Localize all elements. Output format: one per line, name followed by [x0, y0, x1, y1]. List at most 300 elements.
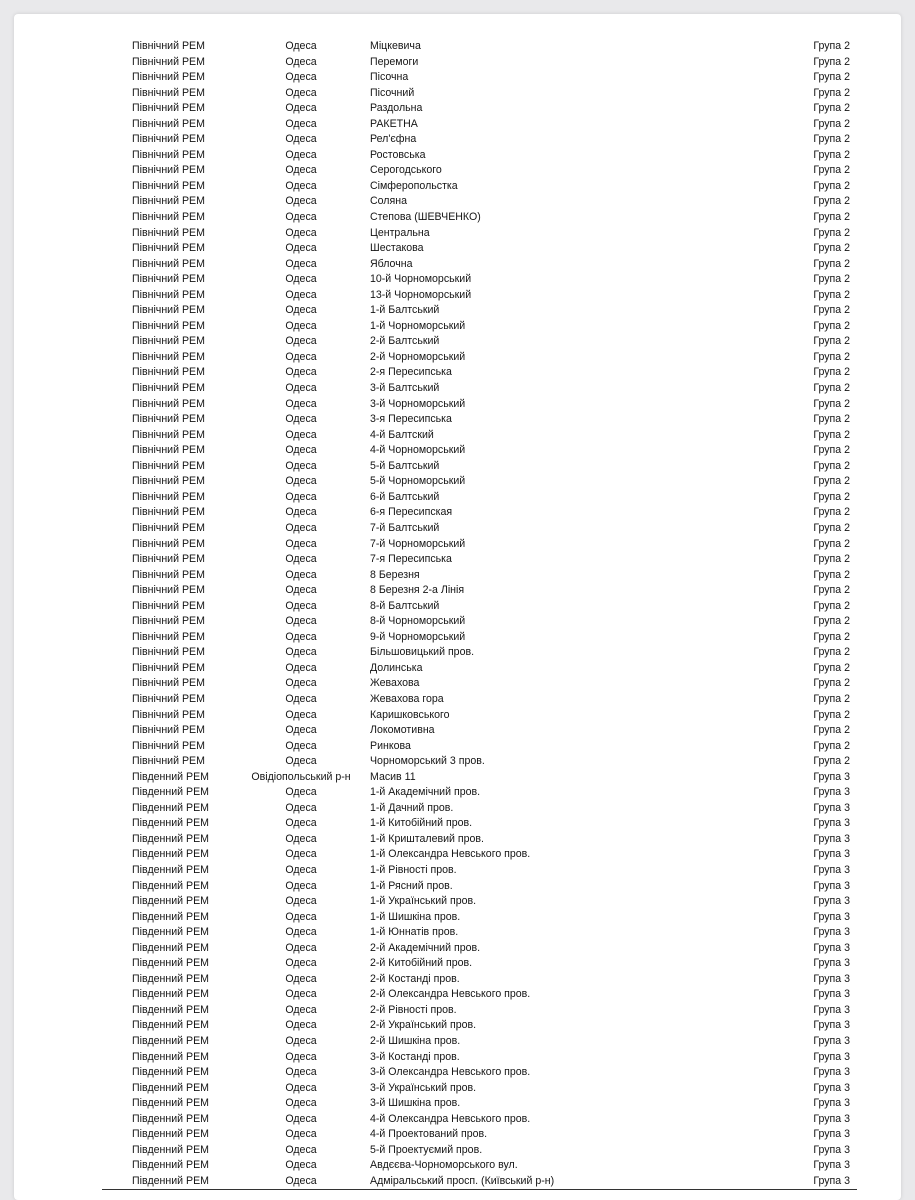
street-cell: 3-й Олександра Невського пров. — [370, 1066, 531, 1079]
rem-cell: Північний РЕМ — [132, 350, 205, 363]
city-cell: Одеса — [285, 692, 317, 705]
street-cell: Ростовська — [370, 148, 426, 161]
rem-cell: Південний РЕМ — [132, 1128, 209, 1141]
group-cell: Група 2 — [813, 568, 850, 581]
street-cell: Масив 11 — [370, 770, 416, 783]
city-cell: Одеса — [285, 786, 317, 799]
street-cell: 7-й Балтський — [370, 521, 440, 534]
city-cell: Одеса — [285, 71, 317, 84]
city-cell: Одеса — [285, 1050, 317, 1063]
rem-cell: Північний РЕМ — [132, 133, 205, 146]
city-cell: Одеса — [285, 1035, 317, 1047]
group-cell: Група 2 — [813, 133, 850, 146]
street-cell: Степова (ШЕВЧЕНКО) — [370, 211, 481, 224]
table-row — [14, 708, 901, 724]
table-row — [14, 101, 901, 117]
table-row — [14, 132, 901, 148]
city-cell: Одеса — [285, 1066, 317, 1079]
rem-cell: Південний РЕМ — [132, 1019, 209, 1032]
rem-cell: Південний РЕМ — [132, 1003, 209, 1016]
rem-cell: Південний РЕМ — [132, 1112, 209, 1125]
city-cell: Одеса — [285, 957, 317, 970]
city-cell: Одеса — [285, 133, 317, 146]
table-row — [14, 614, 901, 630]
group-cell: Група 2 — [813, 444, 850, 457]
group-cell: Група 3 — [813, 926, 850, 939]
rem-cell: Північний РЕМ — [132, 475, 205, 488]
table-row — [14, 350, 901, 366]
rem-cell: Південний РЕМ — [132, 1174, 209, 1187]
table-row — [14, 723, 901, 739]
table-row — [14, 428, 901, 444]
rem-cell: Північний РЕМ — [132, 630, 205, 643]
table-row — [14, 972, 901, 988]
city-cell: Одеса — [285, 537, 317, 550]
street-cell: 2-й Костанді пров. — [370, 972, 460, 985]
group-cell: Група 2 — [813, 288, 850, 301]
group-cell: Група 3 — [813, 895, 850, 908]
group-cell: Група 2 — [813, 195, 850, 208]
group-cell: Група 2 — [813, 661, 850, 674]
street-cell: 2-й Китобійний пров. — [370, 957, 473, 970]
city-cell: Одеса — [285, 413, 317, 426]
rem-cell: Північний РЕМ — [132, 428, 205, 441]
table-row — [14, 226, 901, 242]
rem-cell: Північний РЕМ — [132, 677, 205, 690]
table-row — [14, 941, 901, 957]
city-cell: Одеса — [285, 724, 317, 737]
table-row — [14, 148, 901, 164]
table-row — [14, 490, 901, 506]
street-cell: 6-я Пересипская — [370, 506, 453, 519]
street-cell: Перемоги — [370, 55, 419, 68]
group-cell: Група 2 — [813, 242, 850, 255]
rem-cell: Північний РЕМ — [132, 148, 205, 161]
rem-cell: Північний РЕМ — [132, 397, 205, 410]
group-cell: Група 3 — [813, 863, 850, 876]
rem-cell: Північний РЕМ — [132, 521, 205, 534]
group-cell: Група 2 — [813, 55, 850, 68]
city-cell: Одеса — [285, 257, 317, 270]
rem-cell: Північний РЕМ — [132, 102, 205, 115]
table-row — [14, 1112, 901, 1128]
city-cell: Одеса — [285, 1112, 317, 1125]
street-cell: Жевахова — [370, 677, 420, 690]
table-row — [14, 117, 901, 133]
table-row — [14, 785, 901, 801]
rem-cell: Південний РЕМ — [132, 941, 209, 954]
street-cell: Більшовицький пров. — [370, 646, 475, 659]
table-row — [14, 847, 901, 863]
table-row — [14, 879, 901, 895]
table-row — [14, 568, 901, 584]
address-table — [14, 39, 901, 1189]
table-row — [14, 676, 901, 692]
street-cell: 1-й Шишкіна пров. — [370, 910, 461, 923]
table-row — [14, 832, 901, 848]
city-cell: Одеса — [285, 273, 317, 286]
rem-cell: Південний РЕМ — [132, 988, 209, 1001]
street-cell: 7-й Чорноморський — [370, 537, 466, 550]
group-cell: Група 3 — [813, 988, 850, 1001]
city-cell: Одеса — [285, 55, 317, 68]
rem-cell: Північний РЕМ — [132, 382, 205, 395]
rem-cell: Північний РЕМ — [132, 71, 205, 84]
street-cell: 1-й Рясний пров. — [370, 879, 453, 892]
rem-cell: Північний РЕМ — [132, 646, 205, 659]
street-cell: 2-й Чорноморський — [370, 350, 466, 363]
group-cell: Група 3 — [813, 1112, 850, 1125]
city-cell: Одеса — [285, 801, 317, 814]
rem-cell: Північний РЕМ — [132, 179, 205, 192]
city-cell: Одеса — [285, 475, 317, 488]
group-cell: Група 2 — [813, 584, 850, 597]
group-cell: Група 2 — [813, 86, 850, 99]
street-cell: 1-й Юннатів пров. — [370, 926, 459, 939]
rem-cell: Південний РЕМ — [132, 879, 209, 892]
table-row — [14, 583, 901, 599]
rem-cell: Південний РЕМ — [132, 926, 209, 939]
table-row — [14, 257, 901, 273]
city-cell: Одеса — [285, 568, 317, 581]
city-cell: Одеса — [285, 1159, 317, 1172]
rem-cell: Північний РЕМ — [132, 584, 205, 597]
rem-cell: Північний РЕМ — [132, 537, 205, 550]
city-cell: Одеса — [285, 444, 317, 457]
group-cell: Група 2 — [813, 273, 850, 286]
group-cell: Група 2 — [813, 350, 850, 363]
city-cell: Одеса — [285, 708, 317, 721]
street-cell: Яблочна — [370, 257, 413, 270]
table-row — [14, 910, 901, 926]
city-cell: Одеса — [285, 1128, 317, 1141]
city-cell: Одеса — [285, 117, 317, 130]
street-cell: Серогодського — [370, 164, 442, 177]
table-row — [14, 474, 901, 490]
rem-cell: Північний РЕМ — [132, 490, 205, 503]
city-cell: Одеса — [285, 863, 317, 876]
street-cell: 3-й Костанді пров. — [370, 1050, 460, 1063]
table-row — [14, 987, 901, 1003]
table-row — [14, 801, 901, 817]
rem-cell: Північний РЕМ — [132, 288, 205, 301]
street-cell: Соляна — [370, 195, 407, 208]
table-row — [14, 272, 901, 288]
group-cell: Група 2 — [813, 490, 850, 503]
rem-cell: Північний РЕМ — [132, 755, 205, 768]
table-row — [14, 521, 901, 537]
city-cell: Одеса — [285, 972, 317, 985]
city-cell: Одеса — [285, 646, 317, 659]
table-row — [14, 459, 901, 475]
city-cell: Одеса — [285, 335, 317, 348]
rem-cell: Північний РЕМ — [132, 117, 205, 130]
table-row — [14, 1034, 901, 1050]
city-cell: Одеса — [285, 242, 317, 255]
group-cell: Група 2 — [813, 102, 850, 115]
rem-cell: Північний РЕМ — [132, 55, 205, 68]
rem-cell: Південний РЕМ — [132, 1081, 209, 1094]
city-cell: Одеса — [285, 288, 317, 301]
rem-cell: Південний РЕМ — [132, 801, 209, 814]
group-cell: Група 2 — [813, 71, 850, 84]
group-cell: Група 2 — [813, 677, 850, 690]
table-row — [14, 956, 901, 972]
rem-cell: Південний РЕМ — [132, 1143, 209, 1156]
rem-cell: Південний РЕМ — [132, 786, 209, 799]
street-cell: Авдєєва-Чорноморського вул. — [370, 1159, 518, 1172]
rem-cell: Південний РЕМ — [132, 910, 209, 923]
city-cell: Одеса — [285, 506, 317, 519]
city-cell: Одеса — [285, 1003, 317, 1016]
city-cell: Одеса — [285, 40, 317, 52]
rem-cell: Північний РЕМ — [132, 335, 205, 348]
table-row — [14, 537, 901, 553]
group-cell: Група 3 — [813, 1128, 850, 1141]
group-cell: Група 2 — [813, 739, 850, 752]
rem-cell: Південний РЕМ — [132, 1159, 209, 1172]
group-cell: Група 2 — [813, 226, 850, 239]
street-cell: 1-й Дачний пров. — [370, 801, 454, 814]
city-cell: Одеса — [285, 584, 317, 597]
rem-cell: Південний РЕМ — [132, 832, 209, 845]
rem-cell: Північний РЕМ — [132, 195, 205, 208]
rem-cell: Північний РЕМ — [132, 413, 205, 426]
group-cell: Група 3 — [813, 817, 850, 830]
table-row — [14, 894, 901, 910]
table-row — [14, 334, 901, 350]
group-cell: Група 3 — [813, 1066, 850, 1079]
group-cell: Група 2 — [813, 553, 850, 566]
table-row — [14, 319, 901, 335]
city-cell: Одеса — [285, 599, 317, 612]
group-cell: Група 3 — [813, 972, 850, 985]
group-cell: Група 2 — [813, 708, 850, 721]
city-cell: Одеса — [285, 926, 317, 939]
city-cell: Одеса — [285, 553, 317, 566]
city-cell: Одеса — [285, 941, 317, 954]
city-cell: Одеса — [285, 164, 317, 177]
group-cell: Група 2 — [813, 459, 850, 472]
group-cell: Група 3 — [813, 1159, 850, 1172]
city-cell: Одеса — [285, 1174, 317, 1187]
table-row — [14, 365, 901, 381]
table-row — [14, 1096, 901, 1112]
rem-cell: Північний РЕМ — [132, 553, 205, 566]
group-cell: Група 2 — [813, 117, 850, 130]
table-row — [14, 381, 901, 397]
street-cell: Раздольна — [370, 102, 423, 115]
street-cell: 13-й Чорноморський — [370, 288, 472, 301]
street-cell: Сімферопольстка — [370, 179, 458, 192]
group-cell: Група 2 — [813, 179, 850, 192]
city-cell: Одеса — [285, 304, 317, 317]
rem-cell: Північний РЕМ — [132, 661, 205, 674]
street-cell: 8-й Балтський — [370, 599, 440, 612]
group-cell: Група 3 — [813, 786, 850, 799]
table-row — [14, 194, 901, 210]
street-cell: 1-й Рівності пров. — [370, 863, 457, 876]
group-cell: Група 3 — [813, 848, 850, 861]
city-cell: Одеса — [285, 848, 317, 861]
street-cell: 5-й Проектуємий пров. — [370, 1143, 483, 1156]
city-cell: Одеса — [285, 350, 317, 363]
group-cell: Група 2 — [813, 506, 850, 519]
table-row — [14, 1081, 901, 1097]
rem-cell: Північний РЕМ — [132, 444, 205, 457]
city-cell: Одеса — [285, 148, 317, 161]
rem-cell: Північний РЕМ — [132, 459, 205, 472]
city-cell: Одеса — [285, 817, 317, 830]
group-cell: Група 2 — [813, 211, 850, 224]
group-cell: Група 2 — [813, 304, 850, 317]
street-cell: 4-й Балтский — [370, 428, 434, 441]
group-cell: Група 3 — [813, 879, 850, 892]
table-row — [14, 552, 901, 568]
street-cell: 9-й Чорноморський — [370, 630, 466, 643]
street-cell: 3-я Пересипська — [370, 413, 452, 426]
document-page — [14, 14, 901, 1200]
city-cell: Овідіопольський р-н — [251, 770, 351, 783]
city-cell: Одеса — [285, 211, 317, 224]
city-cell: Одеса — [285, 86, 317, 99]
group-cell: Група 3 — [813, 1035, 850, 1047]
rem-cell: Північний РЕМ — [132, 708, 205, 721]
street-cell: Центральна — [370, 226, 430, 239]
rem-cell: Північний РЕМ — [132, 40, 205, 52]
group-cell: Група 2 — [813, 537, 850, 550]
group-cell: Група 2 — [813, 724, 850, 737]
street-cell: 5-й Чорноморський — [370, 475, 466, 488]
street-cell: 3-й Балтський — [370, 382, 440, 395]
rem-cell: Північний РЕМ — [132, 273, 205, 286]
rem-cell: Північний РЕМ — [132, 599, 205, 612]
group-cell: Група 3 — [813, 1050, 850, 1063]
table-row — [14, 630, 901, 646]
street-cell: 5-й Балтський — [370, 459, 440, 472]
rem-cell: Північний РЕМ — [132, 257, 205, 270]
group-cell: Група 2 — [813, 164, 850, 177]
street-cell: 2-й Академічний пров. — [370, 941, 481, 954]
city-cell: Одеса — [285, 832, 317, 845]
street-cell: 1-й Балтський — [370, 304, 440, 317]
table-row — [14, 661, 901, 677]
group-cell: Група 2 — [813, 335, 850, 348]
group-cell: Група 2 — [813, 599, 850, 612]
group-cell: Група 2 — [813, 40, 850, 52]
street-cell: РАКЕТНА — [370, 117, 418, 130]
table-row — [14, 1127, 901, 1143]
city-cell: Одеса — [285, 382, 317, 395]
rem-cell: Північний РЕМ — [132, 568, 205, 581]
group-cell: Група 2 — [813, 646, 850, 659]
rem-cell: Північний РЕМ — [132, 211, 205, 224]
street-cell: Жевахова гора — [370, 692, 444, 705]
street-cell: Пісочна — [370, 71, 409, 84]
group-cell: Група 2 — [813, 428, 850, 441]
street-cell: 6-й Балтський — [370, 490, 440, 503]
group-cell: Група 2 — [813, 755, 850, 768]
table-row — [14, 1065, 901, 1081]
rem-cell: Північний РЕМ — [132, 86, 205, 99]
street-cell: Чорноморський 3 пров. — [370, 755, 485, 768]
street-cell: 1-й Олександра Невського пров. — [370, 848, 531, 861]
city-cell: Одеса — [285, 630, 317, 643]
rem-cell: Південний РЕМ — [132, 972, 209, 985]
group-cell: Група 2 — [813, 257, 850, 270]
rem-cell: Північний РЕМ — [132, 506, 205, 519]
table-row — [14, 739, 901, 755]
street-cell: 2-я Пересипська — [370, 366, 452, 379]
table-row — [14, 55, 901, 71]
table-row — [14, 505, 901, 521]
rem-cell: Південний РЕМ — [132, 1066, 209, 1079]
group-cell: Група 3 — [813, 832, 850, 845]
table-row — [14, 863, 901, 879]
group-cell: Група 2 — [813, 382, 850, 395]
table-row — [14, 754, 901, 770]
rem-cell: Південний РЕМ — [132, 863, 209, 876]
table-row — [14, 303, 901, 319]
group-cell: Група 3 — [813, 1097, 850, 1110]
group-cell: Група 3 — [813, 1143, 850, 1156]
table-row — [14, 241, 901, 257]
city-cell: Одеса — [285, 895, 317, 908]
street-cell: 2-й Рівності пров. — [370, 1003, 457, 1016]
table-bottom-rule — [102, 1189, 857, 1190]
city-cell: Одеса — [285, 490, 317, 503]
street-cell: 8-й Чорноморський — [370, 615, 466, 628]
table-row — [14, 443, 901, 459]
rem-cell: Північний РЕМ — [132, 226, 205, 239]
table-row — [14, 645, 901, 661]
rem-cell: Північний РЕМ — [132, 692, 205, 705]
group-cell: Група 3 — [813, 1174, 850, 1187]
table-row — [14, 288, 901, 304]
street-cell: Міцкевича — [370, 40, 421, 52]
group-cell: Група 2 — [813, 319, 850, 332]
rem-cell: Південний РЕМ — [132, 1050, 209, 1063]
city-cell: Одеса — [285, 661, 317, 674]
rem-cell: Південний РЕМ — [132, 1097, 209, 1110]
street-cell: 8 Березня — [370, 568, 420, 581]
table-row — [14, 599, 901, 615]
street-cell: 4-й Проектований пров. — [370, 1128, 488, 1141]
city-cell: Одеса — [285, 179, 317, 192]
rem-cell: Північний РЕМ — [132, 242, 205, 255]
city-cell: Одеса — [285, 195, 317, 208]
city-cell: Одеса — [285, 910, 317, 923]
city-cell: Одеса — [285, 1019, 317, 1032]
table-row — [14, 86, 901, 102]
rem-cell: Північний РЕМ — [132, 724, 205, 737]
street-cell: 10-й Чорноморський — [370, 273, 472, 286]
street-cell: Локомотивна — [370, 724, 435, 737]
group-cell: Група 3 — [813, 941, 850, 954]
city-cell: Одеса — [285, 102, 317, 115]
street-cell: 7-я Пересипська — [370, 553, 452, 566]
street-cell: 2-й Шишкіна пров. — [370, 1035, 461, 1047]
table-row — [14, 163, 901, 179]
city-cell: Одеса — [285, 1081, 317, 1094]
rem-cell: Північний РЕМ — [132, 366, 205, 379]
rem-cell: Південний РЕМ — [132, 1035, 209, 1047]
street-cell: 3-й Чорноморський — [370, 397, 466, 410]
table-row — [14, 816, 901, 832]
street-cell: Долинська — [370, 661, 423, 674]
group-cell: Група 3 — [813, 957, 850, 970]
group-cell: Група 3 — [813, 1019, 850, 1032]
